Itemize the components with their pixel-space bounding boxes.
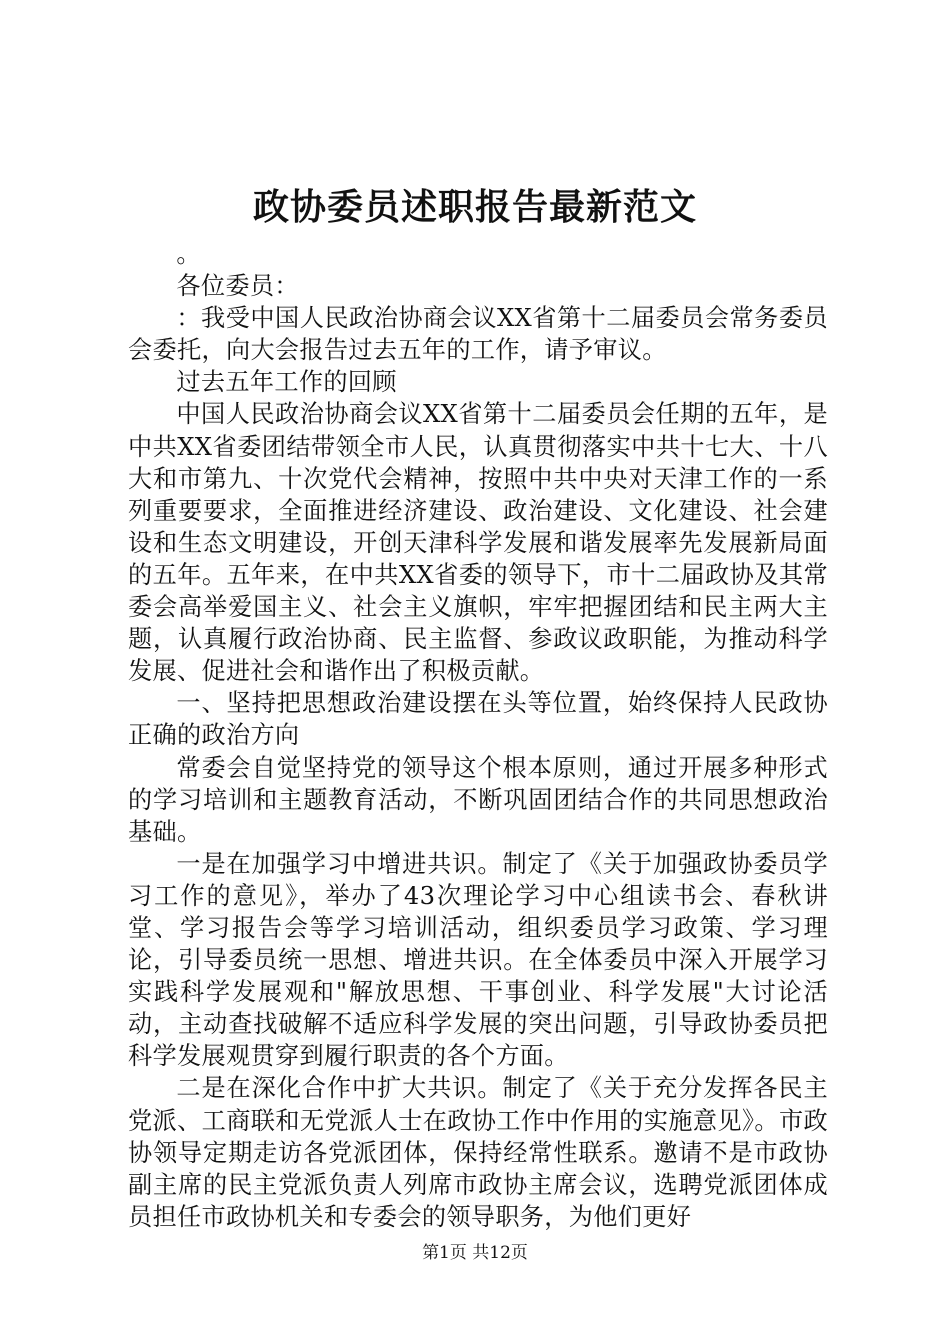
paragraph-point-one: 一是在加强学习中增进共识。制定了《关于加强政协委员学习工作的意见》，举办了43次理论学习中心组读书会、春秋讲堂、学习报告会等学习培训活动，组织委员学习政策、学习理论，引导委员统一思想、增进共识。在全体委员中深入开展学习实践科学发展观和"解放思想、干事创业、科学发展"大讨论活动，主动查找破解不适应科学发展的突出问题，引导政协委员把科学发展观贯穿到履行职责的各个方面。 — [128, 849, 828, 1071]
paragraph-committee: 常委会自觉坚持党的领导这个根本原则，通过开展多种形式的学习培训和主题教育活动，不断巩固团结合作的共同思想政治基础。 — [128, 753, 828, 846]
paragraph-point-two: 二是在深化合作中扩大共识。制定了《关于充分发挥各民主党派、工商联和无党派人士在政协工作中作用的实施意见》。市政协领导定期走访各党派团体，保持经常性联系。邀请不是市政协副主席的民主党派负责人列席市政协主席会议，选聘党派团体成员担任市政协机关和专委会的领导职务，为他们更好 — [128, 1074, 828, 1231]
paragraph-salutation: 各位委员： — [176, 272, 299, 301]
section-heading-review: 过去五年工作的回顾 — [176, 368, 397, 397]
document-body — [128, 238, 828, 1233]
section-heading-one: 一、坚持把思想政治建设摆在头等位置，始终保持人民政协正确的政治方向 — [128, 689, 828, 750]
document-title: 政协委员述职报告最新范文 — [252, 187, 697, 228]
page-number-footer: 第1页 共12页 — [422, 1243, 528, 1263]
paragraph-overview: 中国人民政治协商会议XX省第十二届委员会任期的五年，是中共XX省委团结带领全市人民，认真贯彻落实中共十七大、十八大和市第九、十次党代会精神，按照中共中央对天津工作的一系列重要要求，全面推进经济建设、政治建设、文化建设、社会建设和生态文明建设，开创天津科学发展和谐发展率先发展新局面的五年。五年来，在中共XX省委的领导下，市十二届政协及其常委会高举爱国主义、社会主义旗帜，牢牢把握团结和民主两大主题，认真履行政治协商、民主监督、参政议政职能，为推动科学发展、促进社会和谐作出了积极贡献。 — [128, 400, 828, 686]
paragraph-period: 。 — [176, 240, 201, 268]
paragraph-intro: ：我受中国人民政治协商会议XX省第十二届委员会常务委员会委托，向大会报告过去五年的工作，请予审议。 — [128, 304, 828, 365]
